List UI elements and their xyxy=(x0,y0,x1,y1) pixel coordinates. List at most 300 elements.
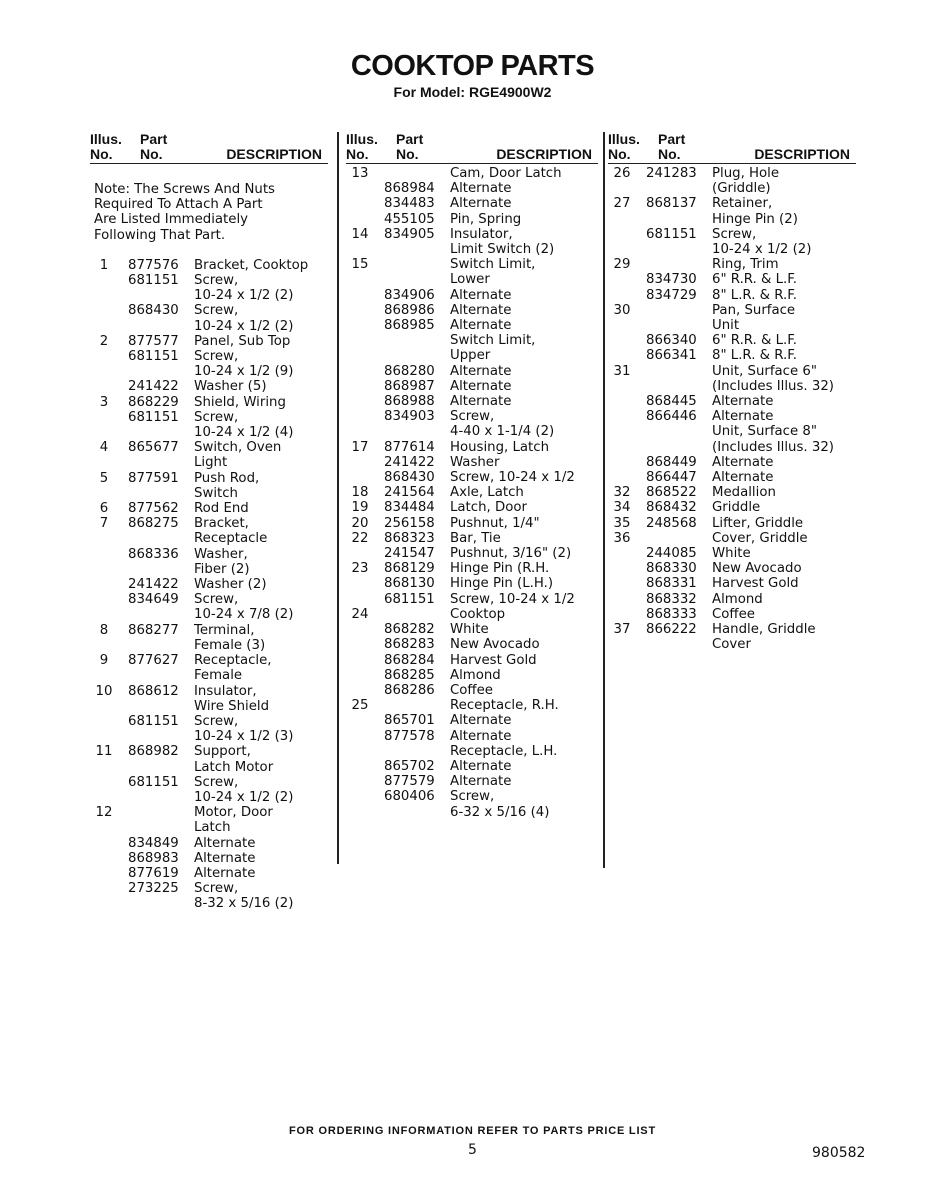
part-number: 241283 xyxy=(646,166,697,181)
part-row xyxy=(90,516,328,531)
part-row xyxy=(90,896,328,911)
part-description: Terminal, xyxy=(194,622,255,638)
part-description: Hinge Pin (R.H. xyxy=(450,561,550,577)
part-row xyxy=(608,531,856,546)
part-row xyxy=(346,759,598,774)
part-description: White xyxy=(712,546,751,562)
part-row xyxy=(346,789,598,804)
part-description: Shield, Wiring xyxy=(194,394,286,410)
illus-number xyxy=(90,851,128,866)
part-description: 10-24 x 1/2 (9) xyxy=(194,364,294,380)
part-row xyxy=(90,273,328,288)
part-number: 256158 xyxy=(384,515,435,531)
part-description: Latch Motor xyxy=(194,759,274,775)
part-number: 868277 xyxy=(128,622,179,638)
part-number: 681151 xyxy=(128,774,179,790)
part-description: Alternate xyxy=(450,774,512,790)
illus-number xyxy=(90,288,128,303)
column-divider-1 xyxy=(337,132,339,864)
part-description: Housing, Latch xyxy=(450,439,550,455)
part-row xyxy=(90,303,328,318)
illus-number xyxy=(90,729,128,744)
part-description: Screw, 10-24 x 1/2 xyxy=(450,470,575,486)
part-row xyxy=(608,637,856,652)
illus-number xyxy=(90,836,128,851)
illus-number xyxy=(346,683,384,698)
part-row xyxy=(346,227,598,242)
part-number: 868985 xyxy=(384,318,435,334)
illus-number: 30 xyxy=(613,302,631,318)
illus-number xyxy=(90,577,128,592)
part-row xyxy=(608,607,856,622)
part-number: 834649 xyxy=(128,592,179,608)
part-description: New Avocado xyxy=(712,561,802,577)
part-number xyxy=(646,242,712,257)
part-number: 681151 xyxy=(646,226,697,242)
illus-number xyxy=(608,227,646,242)
part-row xyxy=(346,424,598,439)
header-description: DESCRIPTION xyxy=(496,146,592,162)
part-number: 834906 xyxy=(384,287,435,303)
part-number: 868331 xyxy=(646,576,697,592)
part-row xyxy=(90,623,328,638)
part-number: 877579 xyxy=(384,774,435,790)
part-number: 868286 xyxy=(384,682,435,698)
part-description: Female xyxy=(194,668,243,684)
part-description: Plug, Hole xyxy=(712,166,780,181)
part-row xyxy=(90,866,328,881)
part-row xyxy=(346,470,598,485)
part-description: Handle, Griddle xyxy=(712,622,816,638)
part-description: Medallion xyxy=(712,485,776,501)
part-description: Unit xyxy=(712,318,740,334)
part-number xyxy=(646,637,712,652)
illus-number xyxy=(608,394,646,409)
part-row xyxy=(346,257,598,272)
part-row xyxy=(90,607,328,622)
part-number xyxy=(128,805,194,820)
part-number: 241422 xyxy=(384,454,435,470)
part-number: 868988 xyxy=(384,394,435,410)
illus-number xyxy=(90,775,128,790)
part-description: Female (3) xyxy=(194,637,266,653)
part-description: Alternate xyxy=(712,470,774,486)
header-part: Part No. xyxy=(658,131,686,162)
part-number: 868285 xyxy=(384,667,435,683)
ordering-footer: FOR ORDERING INFORMATION REFER TO PARTS PRICE LIST xyxy=(289,1125,656,1137)
part-row xyxy=(608,303,856,318)
part-number: 868137 xyxy=(646,196,697,212)
part-row xyxy=(608,379,856,394)
part-number: 866340 xyxy=(646,333,697,349)
part-description: Alternate xyxy=(194,865,256,881)
part-description: Lower xyxy=(450,272,490,288)
note-text: Note: The Screws And Nuts Required To Attach A Part Are Listed Immediately Following That Part. xyxy=(94,182,275,243)
illus-number: 29 xyxy=(613,257,631,273)
part-description: 10-24 x 7/8 (2) xyxy=(194,607,294,623)
illus-number xyxy=(608,607,646,622)
part-number: 868130 xyxy=(384,576,435,592)
part-number xyxy=(384,166,450,181)
part-description: New Avocado xyxy=(450,637,540,653)
illus-number xyxy=(346,394,384,409)
part-row xyxy=(608,196,856,211)
part-description: Cover, Griddle xyxy=(712,530,808,546)
part-number: 877619 xyxy=(128,865,179,881)
illus-number: 4 xyxy=(99,440,109,456)
illus-number xyxy=(346,546,384,561)
part-number: 868280 xyxy=(384,363,435,379)
illus-number xyxy=(608,288,646,303)
part-row xyxy=(346,394,598,409)
illus-number: 9 xyxy=(99,653,109,669)
part-number xyxy=(646,212,712,227)
part-number: 834849 xyxy=(128,835,179,851)
part-number: 868522 xyxy=(646,485,697,501)
part-description: Panel, Sub Top xyxy=(194,333,291,349)
part-number: 868332 xyxy=(646,591,697,607)
illus-number xyxy=(346,759,384,774)
header-part: Part No. xyxy=(396,131,424,162)
illus-number xyxy=(90,881,128,896)
illus-number xyxy=(90,349,128,364)
part-number: 248568 xyxy=(646,515,697,531)
part-number xyxy=(646,303,712,318)
part-row xyxy=(90,334,328,349)
part-description: Insulator, xyxy=(194,683,257,699)
part-number xyxy=(384,698,450,713)
part-description: Pushnut, 1/4" xyxy=(450,515,540,531)
part-description: 4-40 x 1-1/4 (2) xyxy=(450,424,555,440)
part-number xyxy=(646,181,712,196)
part-description: Almond xyxy=(450,667,501,683)
part-description: Alternate xyxy=(194,850,256,866)
part-number xyxy=(646,364,712,379)
part-row xyxy=(90,881,328,896)
illus-number xyxy=(346,364,384,379)
part-row xyxy=(346,348,598,363)
illus-number xyxy=(90,547,128,562)
part-description: Switch Limit, xyxy=(450,333,536,349)
part-row xyxy=(608,546,856,561)
part-description: Switch xyxy=(194,485,238,501)
part-description: Pin, Spring xyxy=(450,211,522,227)
part-row xyxy=(608,333,856,348)
illus-number: 35 xyxy=(613,515,631,531)
part-description: Screw, xyxy=(194,349,239,365)
part-row xyxy=(346,576,598,591)
part-row xyxy=(346,333,598,348)
part-description: Receptacle xyxy=(194,531,268,547)
illus-number xyxy=(90,303,128,318)
part-description: Screw, xyxy=(194,713,239,729)
part-number xyxy=(384,424,450,439)
part-description: Switch Limit, xyxy=(450,257,536,273)
illus-number xyxy=(346,774,384,789)
illus-number: 11 xyxy=(95,744,113,760)
part-description: 8" L.R. & R.F. xyxy=(712,287,797,303)
part-row xyxy=(346,288,598,303)
part-row xyxy=(90,714,328,729)
illus-number xyxy=(90,562,128,577)
illus-number xyxy=(608,348,646,363)
illus-number xyxy=(346,318,384,333)
part-description: 10-24 x 1/2 (2) xyxy=(194,288,294,304)
column-divider-2 xyxy=(603,132,605,868)
page-number: 5 xyxy=(468,1142,477,1158)
part-description: Griddle xyxy=(712,500,761,516)
part-row xyxy=(90,319,328,334)
illus-number xyxy=(90,790,128,805)
part-description: Pushnut, 3/16" (2) xyxy=(450,546,572,562)
part-row xyxy=(346,196,598,211)
illus-number: 25 xyxy=(351,698,369,714)
part-description: Motor, Door xyxy=(194,805,273,821)
part-row xyxy=(90,820,328,835)
parts-column-1 xyxy=(90,132,328,912)
part-number: 868982 xyxy=(128,744,179,760)
illus-number: 5 xyxy=(99,470,109,486)
part-row xyxy=(608,257,856,272)
illus-number xyxy=(90,820,128,835)
part-number xyxy=(646,257,712,272)
illus-number xyxy=(346,455,384,470)
part-number xyxy=(128,699,194,714)
illus-number xyxy=(346,713,384,728)
part-number: 866447 xyxy=(646,470,697,486)
part-number xyxy=(128,729,194,744)
part-description: Screw, xyxy=(194,303,239,319)
illus-number xyxy=(346,303,384,318)
illus-number: 23 xyxy=(351,561,369,577)
illus-number xyxy=(90,760,128,775)
part-description: Harvest Gold xyxy=(712,576,799,592)
part-description: Almond xyxy=(712,591,763,607)
part-description: (Griddle) xyxy=(712,181,771,197)
illus-number xyxy=(346,409,384,424)
illus-number xyxy=(90,319,128,334)
part-description: Washer (5) xyxy=(194,379,267,395)
part-number: 865701 xyxy=(384,713,435,729)
part-number xyxy=(128,455,194,470)
part-number xyxy=(384,805,450,820)
part-number: 834730 xyxy=(646,272,697,288)
part-description: Alternate xyxy=(450,302,512,318)
part-number: 680406 xyxy=(384,789,435,805)
illus-number xyxy=(346,272,384,287)
illus-number xyxy=(346,668,384,683)
part-row xyxy=(346,729,598,744)
illus-number xyxy=(608,272,646,287)
part-description: Bracket, xyxy=(194,516,249,532)
part-row xyxy=(346,531,598,546)
illus-number xyxy=(90,273,128,288)
illus-number: 10 xyxy=(95,683,113,699)
part-row xyxy=(346,683,598,698)
part-description: Retainer, xyxy=(712,196,773,212)
part-description: Alternate xyxy=(712,394,774,410)
part-row xyxy=(90,349,328,364)
header-illus: Illus. No. xyxy=(608,131,640,162)
part-description: Insulator, xyxy=(450,226,513,242)
part-number: 868336 xyxy=(128,546,179,562)
part-number: 834903 xyxy=(384,409,435,425)
illus-number xyxy=(90,364,128,379)
illus-number xyxy=(346,196,384,211)
part-number xyxy=(646,424,712,439)
part-number: 868129 xyxy=(384,561,435,577)
illus-number xyxy=(608,333,646,348)
part-description: 10-24 x 1/2 (3) xyxy=(194,729,294,745)
illus-number: 1 xyxy=(99,257,109,273)
part-description: Bracket, Cooktop xyxy=(194,257,309,273)
part-description: 8" L.R. & R.F. xyxy=(712,348,797,364)
part-description: Alternate xyxy=(450,378,512,394)
header-description: DESCRIPTION xyxy=(754,146,850,162)
part-number: 834905 xyxy=(384,226,435,242)
part-description: Switch, Oven xyxy=(194,440,282,456)
part-description: 10-24 x 1/2 (2) xyxy=(194,318,294,334)
part-number: 868330 xyxy=(646,561,697,577)
header-illus: Illus. No. xyxy=(346,131,378,162)
part-row xyxy=(608,394,856,409)
part-row xyxy=(90,562,328,577)
part-description: Screw, xyxy=(712,226,757,242)
illus-number xyxy=(346,789,384,804)
part-row xyxy=(90,653,328,668)
part-number: 868612 xyxy=(128,683,179,699)
part-row xyxy=(346,546,598,561)
part-number: 681151 xyxy=(128,713,179,729)
illus-number: 36 xyxy=(613,530,631,546)
part-row xyxy=(90,577,328,592)
part-number: 868333 xyxy=(646,606,697,622)
part-description: Alternate xyxy=(450,394,512,410)
part-row xyxy=(346,500,598,515)
illus-number xyxy=(608,440,646,455)
part-row xyxy=(90,547,328,562)
illus-number xyxy=(346,592,384,607)
part-row xyxy=(90,425,328,440)
illus-number: 12 xyxy=(95,805,113,821)
part-description: Screw, xyxy=(194,273,239,289)
part-row xyxy=(90,501,328,516)
part-row xyxy=(608,622,856,637)
parts-rows xyxy=(346,166,598,820)
illus-number: 24 xyxy=(351,606,369,622)
part-description: Washer xyxy=(450,454,500,470)
part-number xyxy=(646,318,712,333)
part-row xyxy=(608,288,856,303)
part-description: Screw, xyxy=(194,592,239,608)
part-number xyxy=(128,668,194,683)
part-description: White xyxy=(450,622,489,638)
part-description: Coffee xyxy=(450,682,493,698)
part-description: 8-32 x 5/16 (2) xyxy=(194,896,294,912)
part-row xyxy=(90,744,328,759)
illus-number xyxy=(346,348,384,363)
part-description: 10-24 x 1/2 (4) xyxy=(194,425,294,441)
part-row xyxy=(346,212,598,227)
part-number xyxy=(128,562,194,577)
part-description: Axle, Latch xyxy=(450,485,524,501)
part-description: Alternate xyxy=(194,835,256,851)
illus-number: 3 xyxy=(99,394,109,410)
part-description: Push Rod, xyxy=(194,470,260,486)
part-description: Bar, Tie xyxy=(450,530,501,546)
part-description: Hinge Pin (2) xyxy=(712,211,798,227)
illus-number: 22 xyxy=(351,530,369,546)
illus-number xyxy=(608,212,646,227)
part-row xyxy=(608,166,856,181)
part-row xyxy=(90,410,328,425)
part-description: (Includes Illus. 32) xyxy=(712,378,834,394)
part-number: 877627 xyxy=(128,653,179,669)
part-number: 868986 xyxy=(384,302,435,318)
part-number: 834483 xyxy=(384,196,435,212)
part-number: 241422 xyxy=(128,577,179,593)
part-row xyxy=(608,470,856,485)
illus-number: 2 xyxy=(99,333,109,349)
part-description: 10-24 x 1/2 (2) xyxy=(712,242,812,258)
part-description: Screw, xyxy=(194,409,239,425)
part-description: Alternate xyxy=(450,758,512,774)
part-number: 244085 xyxy=(646,546,697,562)
part-row xyxy=(608,227,856,242)
part-row xyxy=(90,699,328,714)
part-row xyxy=(608,440,856,455)
part-description: Alternate xyxy=(712,409,774,425)
part-row xyxy=(608,348,856,363)
part-number xyxy=(384,348,450,363)
part-description: Alternate xyxy=(450,713,512,729)
part-number xyxy=(384,272,450,287)
part-number: 877577 xyxy=(128,333,179,349)
part-row xyxy=(90,805,328,820)
illus-number xyxy=(346,622,384,637)
part-row xyxy=(608,592,856,607)
part-number xyxy=(646,531,712,546)
part-row xyxy=(608,318,856,333)
illus-number xyxy=(90,410,128,425)
illus-number xyxy=(608,637,646,652)
part-row xyxy=(90,729,328,744)
illus-number: 19 xyxy=(351,500,369,516)
illus-number: 32 xyxy=(613,485,631,501)
part-row xyxy=(346,303,598,318)
part-number: 868229 xyxy=(128,394,179,410)
illus-number xyxy=(90,455,128,470)
illus-number xyxy=(346,212,384,227)
part-row xyxy=(346,440,598,455)
part-description: Hinge Pin (L.H.) xyxy=(450,576,554,592)
column-header xyxy=(608,132,856,164)
illus-number xyxy=(90,896,128,911)
part-number: 877614 xyxy=(384,439,435,455)
part-row xyxy=(346,318,598,333)
illus-number xyxy=(90,866,128,881)
part-row xyxy=(346,653,598,668)
column-header xyxy=(346,132,598,164)
part-row xyxy=(90,364,328,379)
part-number: 877562 xyxy=(128,501,179,517)
part-number: 868432 xyxy=(646,500,697,516)
illus-number: 17 xyxy=(351,439,369,455)
part-row xyxy=(90,638,328,653)
illus-number: 31 xyxy=(613,363,631,379)
illus-number xyxy=(346,805,384,820)
part-number xyxy=(128,531,194,546)
